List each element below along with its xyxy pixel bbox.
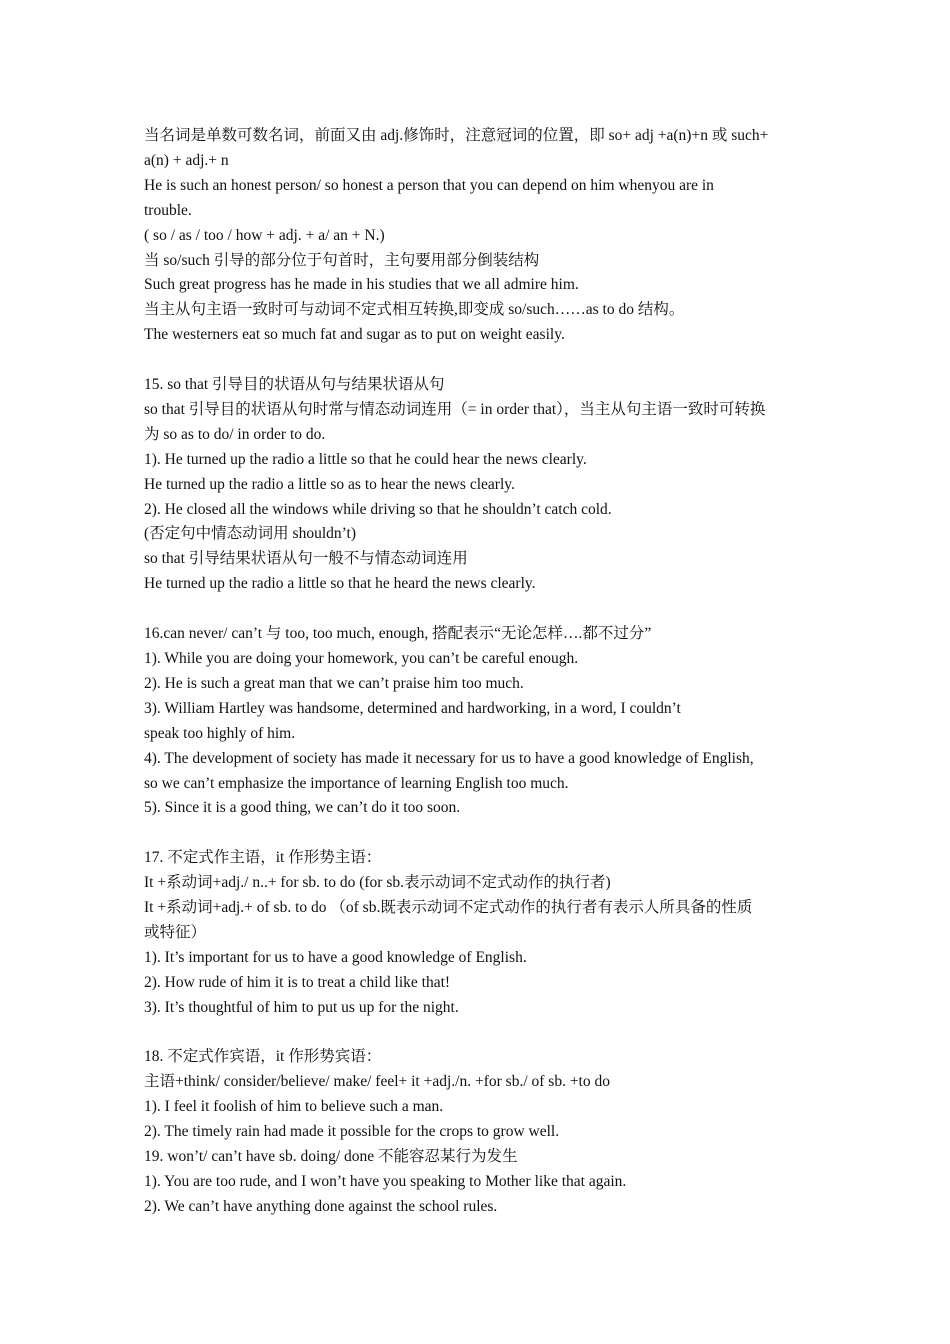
text-line: Such great progress has he made in his studies that we all admire him. <box>144 276 579 294</box>
text-line: 1). He turned up the radio a little so that he could hear the news clearly. <box>144 450 587 468</box>
text-line: 2). He closed all the windows while driving so that he shouldn’t catch cold. <box>144 500 612 518</box>
text-line: 主语+think/ consider/believe/ make/ feel+ it +adj./n. +for sb./ of sb. +to do <box>144 1073 610 1091</box>
text-line: He is such an honest person/ so honest a person that you can depend on him whenyou are in <box>144 176 714 194</box>
text-line: 2). How rude of him it is to treat a child like that! <box>144 973 451 991</box>
document-body <box>144 124 806 1220</box>
section-heading-19: 19. won’t/ can’t have sb. doing/ done 不能容忍某行为发生 <box>144 1148 518 1166</box>
section-heading-16: 16.can never/ can’t 与 too, too much, enough, 搭配表示“无论怎样….都不过分” <box>144 625 652 643</box>
text-line: a(n) + adj.+ n <box>144 151 229 169</box>
paragraph-gap <box>144 597 806 622</box>
text-line: It +系动词+adj.+ of sb. to do （of sb.既表示动词不定式动作的执行者有表示人所具备的性质 <box>144 899 753 917</box>
text-line: 当名词是单数可数名词，前面又由 adj.修饰时，注意冠词的位置，即 so+ adj +a(n)+n 或 such+ <box>144 127 769 144</box>
text-line: 5). Since it is a good thing, we can’t do it too soon. <box>144 799 461 817</box>
text-line: 4). The development of society has made it necessary for us to have a good knowledge of English, <box>144 749 754 767</box>
text-line: 3). William Hartley was handsome, determined and hardworking, in a word, I couldn’t <box>144 699 681 717</box>
text-line: 当主从句主语一致时可与动词不定式相互转换,即变成 so/such……as to do 结构。 <box>144 301 685 319</box>
text-line: ( so / as / too / how + adj. + a/ an + N.) <box>144 226 385 244</box>
text-line: trouble. <box>144 201 192 219</box>
text-line: 1). You are too rude, and I won’t have you speaking to Mother like that again. <box>144 1173 627 1190</box>
text-line: 或特征） <box>144 923 207 941</box>
text-line: so we can’t emphasize the importance of learning English too much. <box>144 774 569 792</box>
text-line: so that 引导目的状语从句时常与情态动词连用（= in order that），当主从句主语一致时可转换 <box>144 400 766 418</box>
text-line: 2). He is such a great man that we can’t praise him too much. <box>144 674 524 692</box>
text-line: 1). While you are doing your homework, you can’t be careful enough. <box>144 650 579 667</box>
text-line: 1). It’s important for us to have a good knowledge of English. <box>144 948 527 966</box>
text-line: He turned up the radio a little so as to hear the news clearly. <box>144 475 515 493</box>
text-line: 3). It’s thoughtful of him to put us up for the night. <box>144 998 459 1016</box>
section-heading-17: 17. 不定式作主语，it 作形势主语： <box>144 849 382 867</box>
paragraph-gap <box>144 1021 806 1046</box>
text-line: It +系动词+adj./ n..+ for sb. to do (for sb.表示动词不定式动作的执行者) <box>144 874 611 892</box>
text-line: speak too highly of him. <box>144 724 296 742</box>
text-line: (否定句中情态动词用 shouldn’t) <box>144 525 356 543</box>
paragraph-gap <box>144 821 806 846</box>
text-line: 当 so/such 引导的部分位于句首时，主句要用部分倒装结构 <box>144 251 540 269</box>
text-line: He turned up the radio a little so that he heard the news clearly. <box>144 575 536 593</box>
text-line: 1). I feel it foolish of him to believe such a man. <box>144 1098 444 1116</box>
text-line: 为 so as to do/ in order to do. <box>144 425 326 443</box>
text-line: The westerners eat so much fat and sugar as to put on weight easily. <box>144 326 565 344</box>
section-heading-18: 18. 不定式作宾语，it 作形势宾语： <box>144 1048 382 1066</box>
text-line: 2). The timely rain had made it possible for the crops to grow well. <box>144 1123 560 1141</box>
text-line: 2). We can’t have anything done against the school rules. <box>144 1197 498 1215</box>
section-heading-15: 15. so that 引导目的状语从句与结果状语从句 <box>144 376 445 394</box>
text-line: so that 引导结果状语从句一般不与情态动词连用 <box>144 550 468 568</box>
paragraph-gap <box>144 348 806 373</box>
